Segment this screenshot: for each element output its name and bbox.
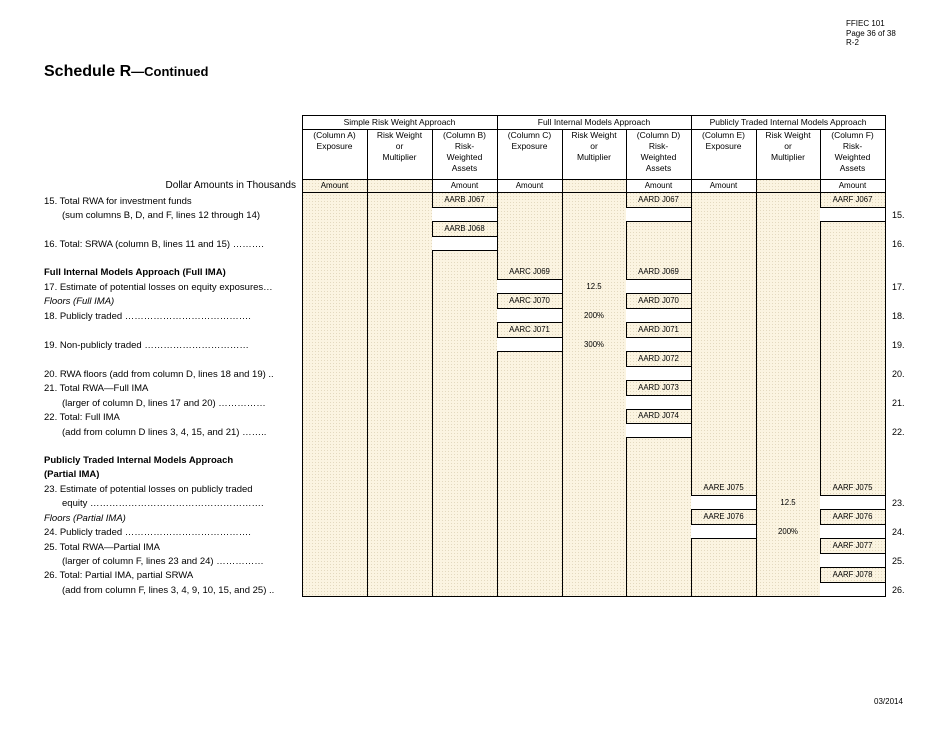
code-aard-j067: AARD J067 <box>638 195 679 204</box>
row-label-21b: (larger of column D, lines 17 and 20) …………… <box>62 398 266 409</box>
line-number-20: 20. <box>892 369 905 379</box>
row-label-15a: 15. Total RWA for investment funds <box>44 196 192 207</box>
code-aarf-j067: AARF J067 <box>832 195 873 204</box>
column-header-rw2: Risk Weight or Multiplier <box>571 130 617 162</box>
section-heading-ptima-1: Publicly Traded Internal Models Approach <box>44 455 234 466</box>
line-number-16: 16. <box>892 239 905 249</box>
grid-vline <box>885 115 886 597</box>
revision-date: 03/2014 <box>874 697 903 706</box>
shade-col-rw2 <box>562 179 626 596</box>
row-label-17: 17. Estimate of potential losses on equity exposures… <box>44 282 273 293</box>
input-aard-j067[interactable] <box>626 207 691 222</box>
row-label-23b: equity ………………………………………………. <box>62 498 264 509</box>
row-label-24: 24. Publicly traded …………………………………. <box>44 527 251 538</box>
form-name: FFIEC 101 <box>846 19 885 28</box>
shade-col-b <box>432 192 497 596</box>
line-number-22: 22. <box>892 427 905 437</box>
multiplier-19: 300% <box>584 340 604 349</box>
code-aarb-j068: AARB J068 <box>444 224 485 233</box>
code-aarb-j067: AARB J067 <box>444 195 485 204</box>
line-number-26: 26. <box>892 585 905 595</box>
input-aard-j072[interactable] <box>626 366 691 381</box>
group-header-simple-rw: Simple Risk Weight Approach <box>343 117 456 127</box>
grid-vline <box>367 129 368 596</box>
section-heading-ptima-2: (Partial IMA) <box>44 469 100 480</box>
code-aarc-j071: AARC J071 <box>509 325 550 334</box>
column-header-b: (Column B) Risk- Weighted Assets <box>443 130 486 173</box>
input-aarb-j067[interactable] <box>432 207 497 222</box>
group-header-ptima: Publicly Traded Internal Models Approach <box>709 117 867 127</box>
input-aard-j074[interactable] <box>626 423 691 438</box>
column-header-d: (Column D) Risk- Weighted Assets <box>636 130 681 173</box>
code-aarc-j069: AARC J069 <box>509 267 550 276</box>
code-aarf-j076: AARF J076 <box>832 512 873 521</box>
title-suffix: —Continued <box>131 64 209 79</box>
input-aarf-j078[interactable] <box>820 582 885 597</box>
row-label-25a: 25. Total RWA—Partial IMA <box>44 542 160 553</box>
line-number-17: 17. <box>892 282 905 292</box>
row-label-19: 19. Non-publicly traded …………………………… <box>44 340 249 351</box>
multiplier-17: 12.5 <box>586 282 602 291</box>
amount-label-d: Amount <box>644 181 673 190</box>
shade-col-d <box>626 192 691 596</box>
code-aare-j075: AARE J075 <box>703 483 744 492</box>
column-header-rw3: Risk Weight or Multiplier <box>765 130 811 162</box>
section-heading-full-ima: Full Internal Models Approach (Full IMA) <box>44 267 226 278</box>
code-aard-j073: AARD J073 <box>638 383 679 392</box>
grid-unit-line <box>302 179 885 180</box>
row-label-26a: 26. Total: Partial IMA, partial SRWA <box>44 570 194 581</box>
title-main: Schedule R <box>44 63 132 80</box>
row-label-21a: 21. Total RWA—Full IMA <box>44 383 149 394</box>
column-header-rw1: Risk Weight or Multiplier <box>376 130 423 162</box>
row-label-16: 16. Total: SRWA (column B, lines 11 and 15) ………. <box>44 239 264 250</box>
code-aard-j074: AARD J074 <box>638 411 679 420</box>
page-number: Page 36 of 38 <box>846 28 896 38</box>
input-aarf-j075[interactable] <box>820 495 885 510</box>
input-aarc-j070[interactable] <box>497 308 562 323</box>
row-label-22b: (add from column D lines 3, 4, 15, and 21) …….. <box>62 427 267 438</box>
line-number-24: 24. <box>892 527 905 537</box>
input-aarc-j071[interactable] <box>497 337 562 352</box>
subheading-floors-full: Floors (Full IMA) <box>44 296 115 307</box>
column-header-e: (Column E) Exposure <box>702 130 745 151</box>
input-aare-j076[interactable] <box>691 524 756 539</box>
code-aard-j072: AARD J072 <box>638 354 679 363</box>
input-aard-j070[interactable] <box>626 308 691 323</box>
code-aard-j069: AARD J069 <box>638 267 679 276</box>
multiplier-23: 12.5 <box>780 498 796 507</box>
line-number-21: 21. <box>892 398 905 408</box>
multiplier-18: 200% <box>584 311 604 320</box>
page-title <box>44 63 208 81</box>
amount-label-a: Amount <box>320 181 349 190</box>
code-aarf-j078: AARF J078 <box>832 570 873 579</box>
code-aarc-j070: AARC J070 <box>509 296 550 305</box>
group-header-full-ima: Full Internal Models Approach <box>537 117 651 127</box>
grid-bottom-line <box>302 596 885 597</box>
line-number-19: 19. <box>892 340 905 350</box>
code-aard-j070: AARD J070 <box>638 296 679 305</box>
line-number-25: 25. <box>892 556 905 566</box>
row-label-25b: (larger of column F, lines 23 and 24) …………… <box>62 556 264 567</box>
row-label-23a: 23. Estimate of potential losses on publicly traded <box>44 484 253 495</box>
input-aare-j075[interactable] <box>691 495 756 510</box>
code-aare-j076: AARE J076 <box>703 512 744 521</box>
dollar-amounts-label: Dollar Amounts in Thousands <box>165 180 296 191</box>
shade-col-rw1 <box>367 179 432 596</box>
line-number-23: 23. <box>892 498 905 508</box>
amount-label-f: Amount <box>838 181 867 190</box>
input-aarc-j069[interactable] <box>497 279 562 294</box>
code-aarf-j075: AARF J075 <box>832 483 873 492</box>
row-label-26b: (add from column F, lines 3, 4, 9, 10, 15, and 25) .. <box>62 585 275 596</box>
input-aard-j071[interactable] <box>626 337 691 352</box>
row-label-15b: (sum columns B, D, and F, lines 12 through 14) <box>62 210 261 221</box>
grid-unit-bottom-line <box>302 192 885 193</box>
input-aarf-j076[interactable] <box>820 524 885 539</box>
multiplier-24: 200% <box>778 527 798 536</box>
shade-col-c <box>497 192 562 596</box>
line-number-15: 15. <box>892 210 905 220</box>
column-header-c: (Column C) Exposure <box>507 130 552 151</box>
input-aard-j073[interactable] <box>626 395 691 410</box>
row-label-22a: 22. Total: Full IMA <box>44 412 120 423</box>
line-number-18: 18. <box>892 311 905 321</box>
row-label-18: 18. Publicly traded …………………………………. <box>44 311 251 322</box>
input-aarf-j067[interactable] <box>820 207 885 222</box>
row-label-20: 20. RWA floors (add from column D, lines 18 and 19) .. <box>44 369 274 380</box>
input-aard-j069[interactable] <box>626 279 691 294</box>
amount-label-e: Amount <box>709 181 738 190</box>
amount-label-c: Amount <box>515 181 544 190</box>
form-header-id <box>846 19 896 48</box>
amount-label-b: Amount <box>450 181 479 190</box>
grid-vline <box>562 129 563 596</box>
code-aarf-j077: AARF J077 <box>832 541 873 550</box>
column-header-f: (Column F) Risk- Weighted Assets <box>831 130 874 173</box>
subheading-floors-partial: Floors (Partial IMA) <box>44 513 126 524</box>
input-aarf-j077[interactable] <box>820 553 885 568</box>
shade-col-a <box>302 179 367 596</box>
input-aarb-j068[interactable] <box>432 236 497 251</box>
schedule-code: R-2 <box>846 38 859 47</box>
code-aard-j071: AARD J071 <box>638 325 679 334</box>
column-header-a: (Column A) Exposure <box>313 130 356 151</box>
